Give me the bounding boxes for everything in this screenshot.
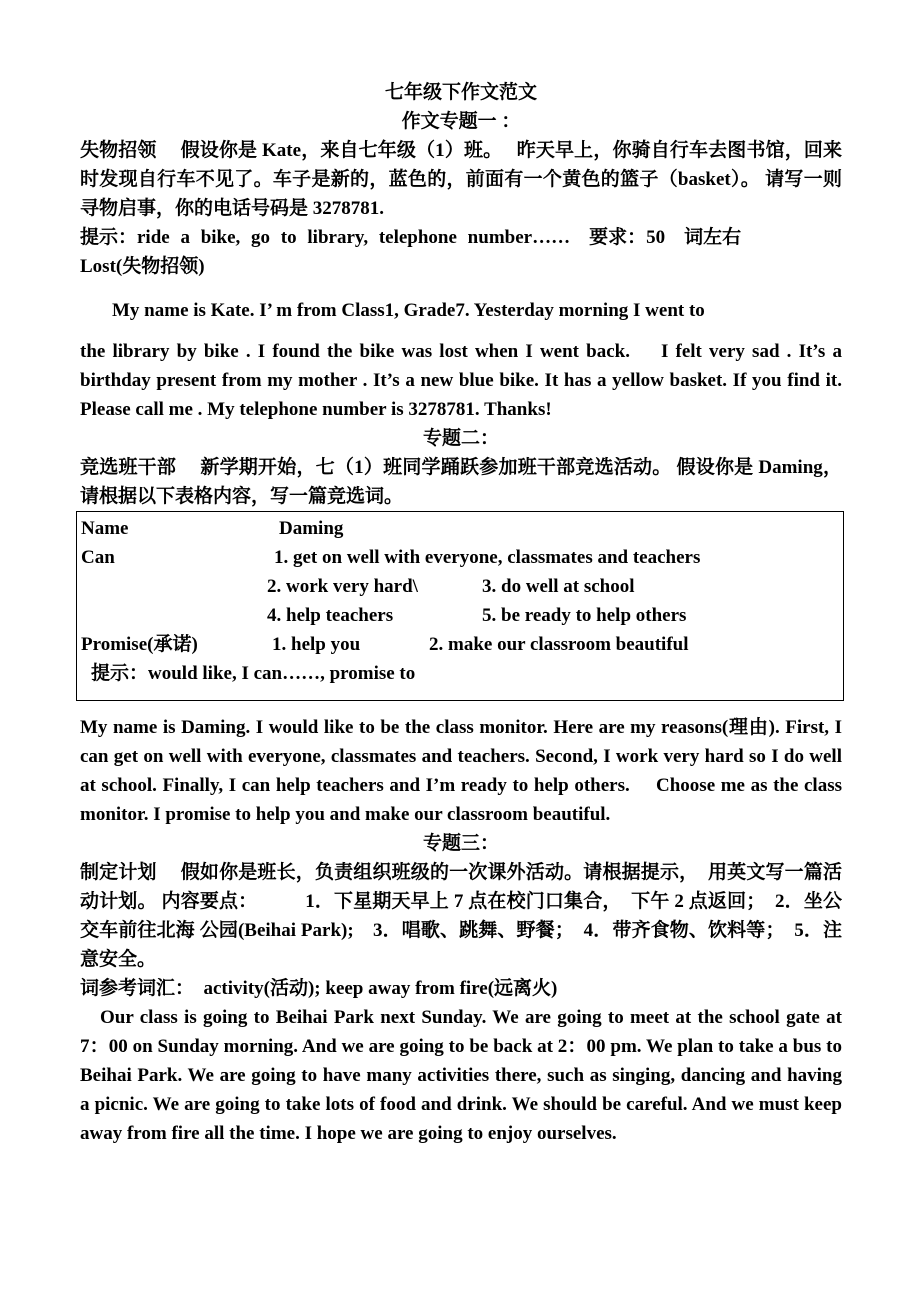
topic-1-heading: 作文专题一 ： <box>401 111 521 132</box>
topic-1-answer-first-line: My name is Kate. I’ m from Class1, Grade7. Yesterday morning I went to <box>112 300 705 321</box>
topic-1-label: Lost(失物招领) <box>80 256 205 277</box>
promise-item-1: 1. help you <box>272 634 361 655</box>
table-spacer <box>81 601 267 630</box>
name-value: Daming <box>279 518 344 539</box>
table-row-can-3 <box>81 601 843 630</box>
table-row-hint <box>81 659 843 688</box>
can-item-5: 5. be ready to help others <box>482 605 687 626</box>
promise-label: Promise(承诺) <box>81 634 198 655</box>
can-label: Can <box>81 547 115 568</box>
topic-3-vocab: 词参考词汇： activity(活动); keep away from fire(远离火) <box>80 978 558 999</box>
can-item-4: 4. help teachers <box>267 605 394 626</box>
promise-item-2: 2. make our classroom beautiful <box>429 634 689 655</box>
document-page <box>80 78 842 1148</box>
table-hint: 提示：would like, I can……, promise to <box>91 663 416 684</box>
topic-1-prompt: 失物招领 假设你是 Kate，来自七年级（1）班。 昨天早上，你骑自行车去图书馆，回来时发现自行车不见了。车子是新的，蓝色的，前面有一个黄色的篮子（basket）。 请写一则寻物启事，你的电话号码是 3278781. <box>80 140 842 219</box>
table-row-can <box>81 543 843 572</box>
topic-2-answer: My name is Daming. I would like to be the class monitor. Here are my reasons(理由). First, I can get on well with everyone, classmates and teachers. Second, I work very hard so I do well at school. Finally, I can help teachers and I’m ready to help others. Choose me as the class monitor. I promise to help you and make our classroom beautiful. <box>80 717 842 825</box>
table-row-promise <box>81 630 843 659</box>
topic-3-answer: Our class is going to Beihai Park next Sunday. We are going to meet at the school gate at 7：00 on Sunday morning. And we are going to be back at 2：00 pm. We plan to take a bus to Beihai Park. We are going to have many activities there, such as singing, dancing and having a picnic. We are going to take lots of food and drink. We should be careful. And we must keep away from fire all the time. I hope we are going to enjoy ourselves. <box>80 1007 842 1144</box>
topic-2-heading: 专题二： <box>422 428 499 449</box>
can-item-2: 2. work very hard\ <box>267 576 418 597</box>
table-spacer <box>81 572 267 601</box>
topic-2-prompt: 竞选班干部 新学期开始，七（1）班同学踊跃参加班干部竞选活动。 假设你是 Daming，请根据以下表格内容，写一篇竞选词。 <box>80 457 842 507</box>
table-row-name <box>81 514 843 543</box>
topic-3-prompt: 制定计划 假如你是班长，负责组织班级的一次课外活动。请根据提示， 用英文写一篇活动计划。 内容要点： 1．下星期天早上 7 点在校门口集合， 下午 2 点返回； 2．坐公交车前往北海 公园(Beihai Park); 3．唱歌、跳舞、野餐； 4．带齐食物、饮料等； 5．注意安全。 <box>80 862 842 970</box>
can-item-3: 3. do well at school <box>482 576 635 597</box>
can-item-1: 1. get on well with everyone, classmates and teachers <box>274 547 701 568</box>
name-label: Name <box>81 518 129 539</box>
topic-1-hint: 提示：ride a bike, go to library, telephone number…… 要求：50 词左右 <box>80 227 742 248</box>
candidate-info-table <box>76 511 844 701</box>
topic-1-answer-body: the library by bike . I found the bike was lost when I went back. I felt very sad . It’s a birthday present from my mother . It’s a new blue bike. It has a yellow basket. If you find it. Please call me . My telephone number is 3278781. Thanks! <box>80 341 842 420</box>
topic-3-heading: 专题三： <box>422 833 499 854</box>
table-row-can-2 <box>81 572 843 601</box>
document-title: 七年级下作文范文 <box>384 82 537 103</box>
